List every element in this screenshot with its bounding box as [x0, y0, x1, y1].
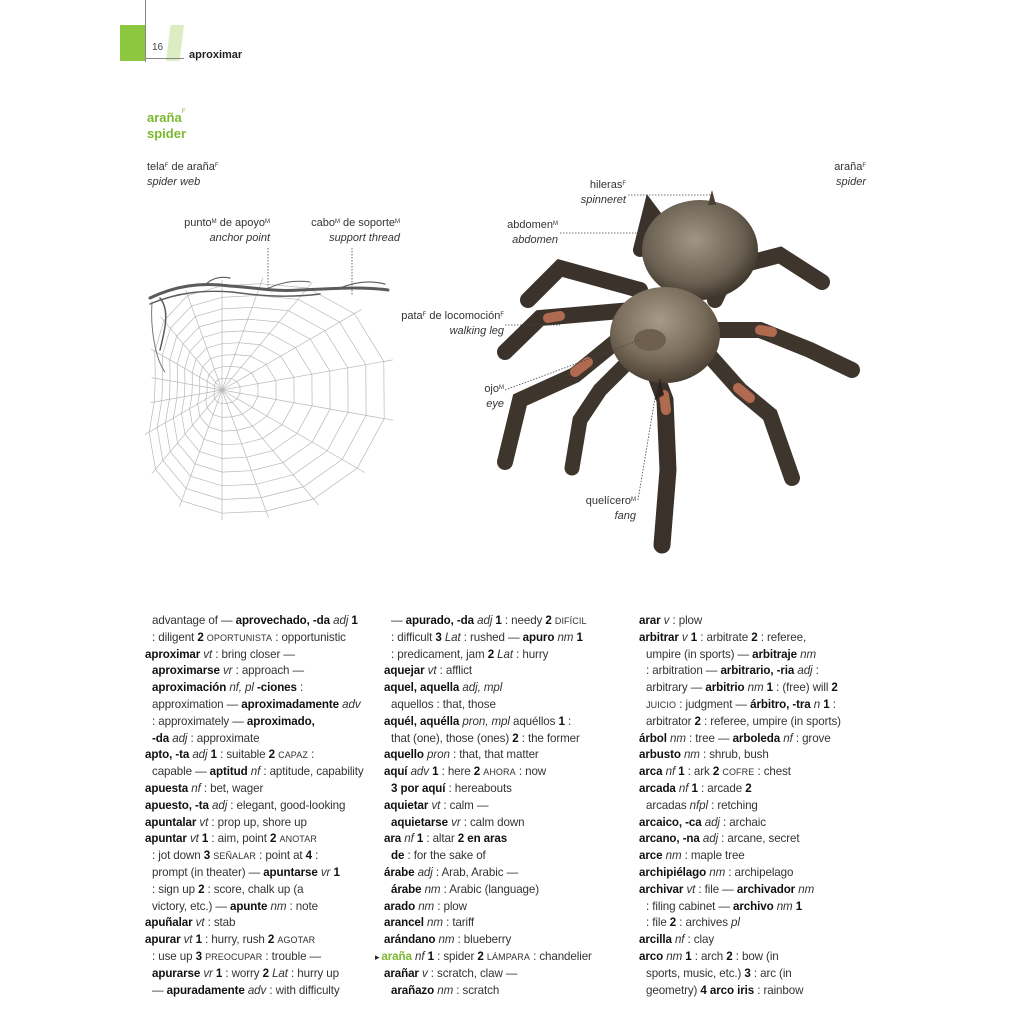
dictionary-entry-head: arbitrar v 1 : arbitrate 2 : referee,	[639, 630, 807, 644]
dictionary-entry-line: victory, etc.) — apunte nm : note	[152, 899, 318, 913]
dictionary-entry-line: : file 2 : archives pl	[646, 916, 740, 930]
dictionary-entry-head: aquel, aquella adj, mpl	[384, 681, 503, 695]
tab-marker	[120, 25, 146, 61]
dictionary-entry-head: arce nm : maple tree	[639, 849, 745, 863]
dictionary-entry-head: arancel nm : tariff	[384, 916, 475, 930]
label-eye: ojo$^M$ eye	[484, 383, 504, 410]
dictionary-entry-head: ara nf 1 : altar 2 en aras	[384, 832, 508, 846]
dictionary-entry-line: — apuradamente adv : with difficulty	[152, 983, 340, 997]
dictionary-entry-line: : approximately — aproximado,	[152, 714, 315, 728]
dictionary-entry-line: arbitrary — arbitrio nm 1 : (free) will 2	[646, 681, 838, 695]
dictionary-entry-head: ▸ araña nf 1 : spider 2 LÁMPARA : chandelier	[375, 949, 592, 963]
dictionary-entry-head: apuntalar vt : prop up, shore up	[145, 815, 307, 829]
dictionary-entry-line: aproximarse vr : approach —	[152, 664, 304, 678]
dictionary-entry-line: 3 por aquí : hereabouts	[391, 781, 512, 795]
dictionary-entry-head: archipiélago nm : archipelago	[639, 865, 794, 879]
dictionary-entry-head: arcilla nf : clay	[639, 933, 715, 947]
dictionary-entry-head: aproximar vt : bring closer —	[145, 647, 295, 661]
dictionary-entry-line: : predicament, jam 2 Lat : hurry	[391, 647, 549, 661]
dictionary-entry-line: that (one), those (ones) 2 : the former	[391, 731, 580, 745]
dictionary-entry-line: sports, music, etc.) 3 : arc (in	[646, 966, 792, 980]
header-rule	[146, 58, 184, 59]
dictionary-entry-head: arbusto nm : shrub, bush	[639, 748, 769, 762]
label-spider: araña$^F$ spider	[834, 161, 866, 188]
dictionary-entry-head: archivar vt : file — archivador nm	[639, 882, 815, 896]
dictionary-entry-line: -da adj : approximate	[152, 731, 260, 745]
dictionary-entry-head: aquejar vt : afflict	[384, 664, 473, 678]
running-head: aproximar	[189, 49, 243, 61]
dictionary-entry-head: arado nm : plow	[384, 899, 467, 913]
dictionary-entry-line: : diligent 2 OPORTUNISTA : opportunistic	[152, 630, 346, 644]
dictionary-entry-line: aquellos : that, those	[391, 697, 496, 711]
dictionary-entry-head: arco nm 1 : arch 2 : bow (in	[639, 949, 779, 963]
dictionary-entry-head: apto, -ta adj 1 : suitable 2 CAPAZ :	[145, 748, 315, 762]
dictionary-entry-head: aquí adv 1 : here 2 AHORA : now	[384, 765, 547, 779]
label-spider-web: tela$^F$ de araña$^F$ spider web	[147, 161, 219, 188]
dictionary-entry-line: JUICIO : judgment — árbitro, -tra n 1 :	[646, 697, 836, 711]
dictionary-entry-line: : difficult 3 Lat : rushed — apuro nm 1	[391, 630, 583, 644]
header-divider	[145, 0, 146, 62]
plate-title-spanish: araña$^F$	[147, 109, 186, 125]
dictionary-entry-head: apuñalar vt : stab	[145, 916, 236, 930]
dictionary-entry-head: árbol nm : tree — arboleda nf : grove	[639, 731, 831, 745]
dictionary-entry-line: — apurado, -da adj 1 : needy 2 DIFÍCIL	[391, 614, 587, 627]
dictionary-entry-line: : sign up 2 : score, chalk up (a	[152, 882, 304, 896]
label-spinneret: hileras$^F$ spinneret	[580, 179, 626, 206]
dictionary-entry-head: arcada nf 1 : arcade 2	[639, 781, 752, 795]
dictionary-entry-line: apurarse vr 1 : worry 2 Lat : hurry up	[152, 966, 340, 980]
dictionary-entry-head: apuesta nf : bet, wager	[145, 781, 264, 795]
dictionary-entry-line: arbitrator 2 : referee, umpire (in sports)	[646, 714, 841, 728]
dictionary-entry-head: arca nf 1 : ark 2 COFRE : chest	[639, 765, 791, 779]
plate-title-english: spider	[147, 126, 187, 141]
dictionary-entry-line: aquietarse vr : calm down	[391, 815, 525, 829]
dictionary-entry-head: arañar v : scratch, claw —	[384, 966, 518, 980]
dictionary-entry-line: geometry) 4 arco iris : rainbow	[646, 983, 804, 997]
spider-legs	[505, 210, 852, 545]
dictionary-column-1	[145, 613, 371, 999]
dictionary-entry-line: capable — aptitud nf : aptitude, capability	[152, 765, 364, 779]
dictionary-entry-head: apuntar vt 1 : aim, point 2 ANOTAR	[145, 832, 317, 846]
dictionary-entry-head: apuesto, -ta adj : elegant, good-looking	[145, 798, 346, 812]
spinneret	[708, 190, 716, 205]
spider-abdomen	[642, 200, 758, 300]
dictionary-entry-head: aquietar vt : calm —	[384, 798, 489, 812]
spider-web	[145, 278, 393, 520]
dictionary-entry-line: : arbitration — arbitrario, -ria adj :	[646, 664, 819, 678]
dictionary-entry-head: arándano nm : blueberry	[384, 933, 512, 947]
dictionary-entry-line: approximation — aproximadamente adv	[152, 697, 361, 711]
label-anchor-point: punto$^M$ de apoyo$^M$ anchor point	[184, 217, 270, 244]
page-number: 16	[152, 42, 164, 53]
dictionary-entry-head: apurar vt 1 : hurry, rush 2 AGOTAR	[145, 933, 316, 947]
spider-cephalothorax	[610, 287, 720, 383]
dictionary-column-2	[375, 613, 624, 999]
dictionary-entry-line: arcadas nfpl : retching	[646, 798, 758, 812]
dictionary-entry-head: arcaico, -ca adj : archaic	[639, 815, 766, 829]
dictionary-entry-line: advantage of — aprovechado, -da adj 1	[152, 614, 358, 627]
dictionary-entry-line: arañazo nm : scratch	[391, 983, 500, 997]
dictionary-entry-line: : use up 3 PREOCUPAR : trouble —	[152, 949, 322, 963]
dictionary-entry-head: arcano, -na adj : arcane, secret	[639, 832, 800, 846]
dictionary-entry-line: árabe nm : Arabic (language)	[391, 882, 540, 896]
dictionary-column-3	[639, 613, 869, 999]
label-walking-leg: pata$^F$ de locomoción$^F$ walking leg	[401, 310, 504, 337]
dictionary-entry-line: umpire (in sports) — arbitraje nm	[646, 647, 817, 661]
dictionary-entry-head: arar v : plow	[639, 614, 703, 627]
label-abdomen: abdomen$^M$ abdomen	[507, 219, 558, 246]
dictionary-entry-line: : filing cabinet — archivo nm 1	[646, 899, 803, 913]
dictionary-entry-line: prompt (in theater) — apuntarse vr 1	[152, 865, 340, 879]
label-fang: quelícero$^M$ fang	[585, 495, 636, 522]
label-support-thread: cabo$^M$ de soporte$^M$ support thread	[311, 217, 400, 244]
dictionary-entry-head: aquello pron : that, that matter	[384, 748, 539, 762]
branch	[150, 277, 388, 372]
dictionary-entry-head: aquél, aquélla pron, mpl aquéllos 1 :	[384, 714, 572, 728]
tab-marker-light	[166, 25, 184, 61]
dictionary-entry-line: : jot down 3 SEÑALAR : point at 4 :	[152, 849, 319, 863]
dictionary-entry-line: de : for the sake of	[391, 849, 486, 863]
dictionary-entry-line: aproximación nf, pl -ciones :	[152, 681, 304, 695]
dictionary-entry-head: árabe adj : Arab, Arabic —	[384, 865, 519, 879]
